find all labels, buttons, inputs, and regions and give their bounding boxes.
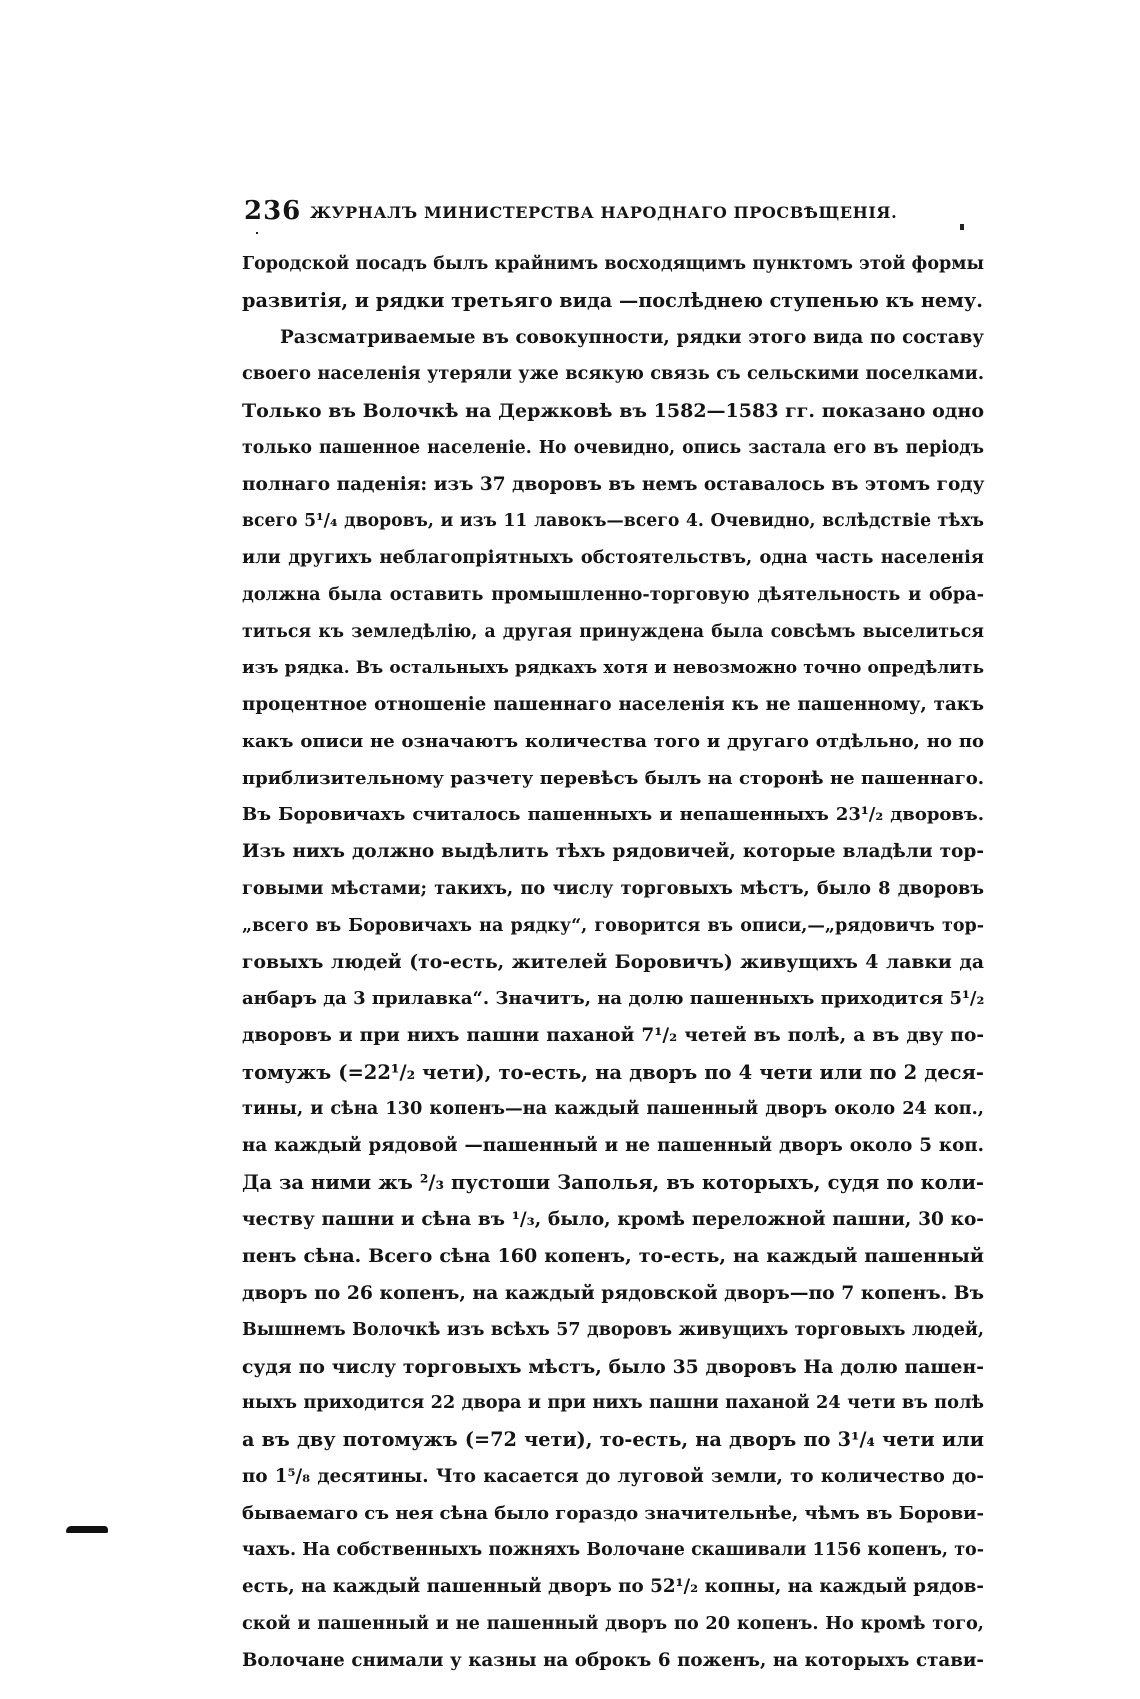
text-line: своего населенія утеряли уже всякую связь съ сельскими поселками. bbox=[242, 363, 984, 385]
text-line: Только въ Волочкѣ на Держковѣ въ 1582—1583 гг. показано одно bbox=[242, 400, 984, 422]
text-line: говыхъ людей (то-есть, жителей Боровичъ) живущихъ 4 лавки да bbox=[242, 951, 984, 974]
text-line: полнаго паденія: изъ 37 дворовъ въ немъ оставалось въ этомъ году bbox=[242, 473, 985, 495]
text-line: приблизительному разчету перевѣсъ былъ на сторонѣ не пашеннаго. bbox=[242, 767, 984, 789]
text-line: тины, и сѣна 130 копенъ—на каждый пашенный дворъ около 24 коп., bbox=[242, 1098, 984, 1120]
text-line: томужъ (=22¹/₂ чети), то-есть, на дворъ по 4 чети или по 2 деся- bbox=[242, 1060, 984, 1084]
text-line: а въ дву потомужъ (=72 чети), то-есть, на дворъ по 3¹/₄ чети или bbox=[242, 1428, 984, 1451]
print-speck bbox=[256, 232, 258, 234]
text-line: дворовъ и при нихъ пашни паханой 7¹/₂ четей въ полѣ, а въ дву по- bbox=[242, 1024, 984, 1046]
text-line: ныхъ приходится 22 двора и при нихъ пашни паханой 24 чети въ полѣ bbox=[242, 1392, 984, 1414]
text-line: Вышнемъ Волочкѣ изъ всѣхъ 57 дворовъ живущихъ торговыхъ людей, bbox=[242, 1319, 984, 1340]
text-line: по 1⁵/₈ десятины. Что касается до луговой земли, то количество до- bbox=[242, 1465, 984, 1487]
text-line: дворъ по 26 копенъ, на каждый рядовской дворъ—по 7 копенъ. Въ bbox=[242, 1282, 984, 1304]
text-line: говыми мѣстами; такихъ, по числу торговыхъ мѣстъ, было 8 дворовъ bbox=[242, 877, 984, 899]
running-title: ЖУРНАЛЪ МИНИСТЕРСТВА НАРОДНАГО ПРОСВѢЩЕНІЯ. bbox=[310, 203, 898, 222]
text-line: чахъ. На собственныхъ пожняхъ Волочане скашивали 1156 копенъ, то- bbox=[242, 1540, 984, 1561]
text-line: Въ Боровичахъ считалось пашенныхъ и непашенныхъ 23¹/₂ дворовъ. bbox=[242, 804, 984, 826]
text-line: процентное отношеніе пашеннаго населенія къ не пашенному, такъ bbox=[242, 694, 984, 715]
text-line: на каждый рядовой —пашенный и не пашенный дворъ около 5 коп. bbox=[242, 1135, 984, 1156]
text-line: или другихъ неблагопріятныхъ обстоятельствъ, одна часть населенія bbox=[242, 547, 984, 568]
text-line: пенъ сѣна. Всего сѣна 160 копенъ, то-есть, на каждый пашенный bbox=[242, 1245, 984, 1268]
text-line: „всего въ Боровичахъ на рядку“, говорится въ описи,—„рядовичъ тор- bbox=[242, 915, 984, 936]
page-number: 236 bbox=[244, 196, 302, 226]
page-header bbox=[244, 196, 984, 228]
body-text bbox=[242, 246, 984, 1679]
text-line: Городской посадъ былъ крайнимъ восходящимъ пунктомъ этой формы bbox=[242, 254, 984, 274]
text-line: Изъ нихъ должно выдѣлить тѣхъ рядовичей, которые владѣли тор- bbox=[242, 841, 984, 862]
text-line: должна была оставить промышленно-торговую дѣятельность и обра- bbox=[242, 583, 984, 605]
text-line: изъ рядка. Въ остальныхъ рядкахъ хотя и невозможно точно опредѣлить bbox=[242, 658, 984, 679]
text-line: Да за ними жъ ²/₃ пустоши Заполья, въ которыхъ, судя по коли- bbox=[242, 1170, 984, 1194]
text-line: какъ описи не означаютъ количества того и другаго отдѣльно, но по bbox=[242, 730, 984, 752]
text-line: только пашенное населеніе. Но очевидно, опись застала его въ періодъ bbox=[242, 437, 984, 458]
text-line: Волочане снимали у казны на оброкъ 6 поженъ, на которыхъ стави- bbox=[242, 1649, 984, 1671]
text-line: анбаръ да 3 прилавка“. Значитъ, на долю пашенныхъ приходится 5¹/₂ bbox=[242, 988, 985, 1009]
text-line: развитія, и рядки третьяго вида —послѣднею ступенью къ нему. bbox=[242, 288, 983, 312]
text-line: Разсматриваемые въ совокупности, рядки этого вида по составу bbox=[280, 326, 984, 348]
margin-dash-mark bbox=[66, 1526, 108, 1533]
text-line: честву пашни и сѣна въ ¹/₃, было, кромѣ переложной пашни, 30 ко- bbox=[242, 1208, 984, 1230]
text-line: судя по числу торговыхъ мѣстъ, было 35 дворовъ На долю пашен- bbox=[242, 1355, 984, 1378]
print-speck bbox=[960, 224, 964, 230]
text-line: ской и пашенный и не пашенный дворъ по 20 копенъ. Но кромѣ того, bbox=[242, 1612, 984, 1634]
text-line: бываемаго съ нея сѣна было гораздо значительнѣе, чѣмъ въ Борови- bbox=[242, 1502, 984, 1524]
text-line: всего 5¹/₄ дворовъ, и изъ 11 лавокъ—всего 4. Очевидно, вслѣдствіе тѣхъ bbox=[242, 511, 984, 532]
text-line: титься къ земледѣлію, а другая принуждена была совсѣмъ выселиться bbox=[242, 621, 984, 642]
text-line: есть, на каждый пашенный дворъ по 52¹/₂ копны, на каждый рядов- bbox=[242, 1576, 984, 1597]
